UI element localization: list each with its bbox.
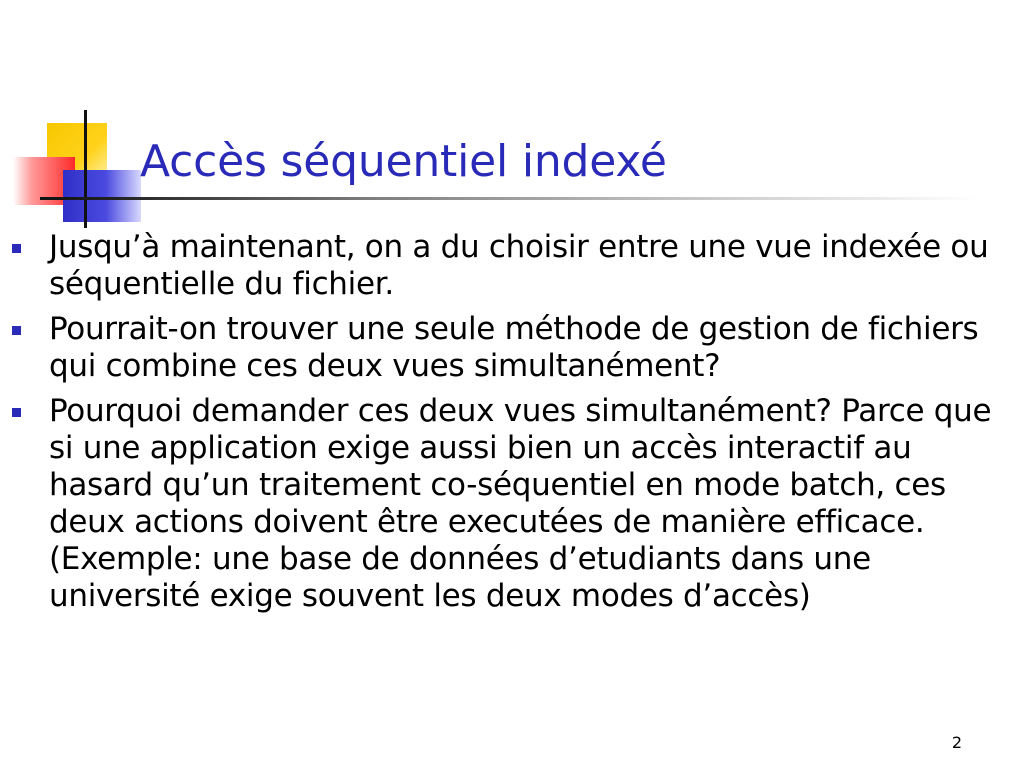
bullet-item — [12, 393, 1002, 615]
bullet-text: Pourquoi demander ces deux vues simultanément? Parce que si une application exige aussi bien un accès interactif au hasard qu’un traitement co-séquentiel en mode batch, ces deux actions doivent être executées de manière efficace. (Exemple: une base de données d’etudiants dans une université exige souvent les deux modes d’accès) — [49, 393, 992, 614]
blue-square-decoration — [63, 170, 141, 222]
bullet-text: Pourrait-on trouver une seule méthode de gestion de fichiers qui combine ces deux vues simultanément? — [49, 311, 979, 384]
page-number: 2 — [951, 733, 962, 752]
bullet-item — [12, 229, 1002, 303]
square-bullet-icon — [12, 326, 21, 335]
bullet-text: Jusqu’à maintenant, on a du choisir entre une vue indexée ou séquentielle du fichier. — [49, 229, 989, 302]
bullet-list — [12, 229, 1002, 623]
square-bullet-icon — [12, 244, 21, 253]
square-bullet-icon — [12, 408, 21, 417]
bullet-item — [12, 311, 1002, 385]
title-underline-rule — [40, 197, 980, 200]
title-decoration — [0, 0, 1024, 230]
vertical-rule — [84, 110, 87, 228]
slide-title: Accès séquentiel indexé — [140, 136, 667, 187]
